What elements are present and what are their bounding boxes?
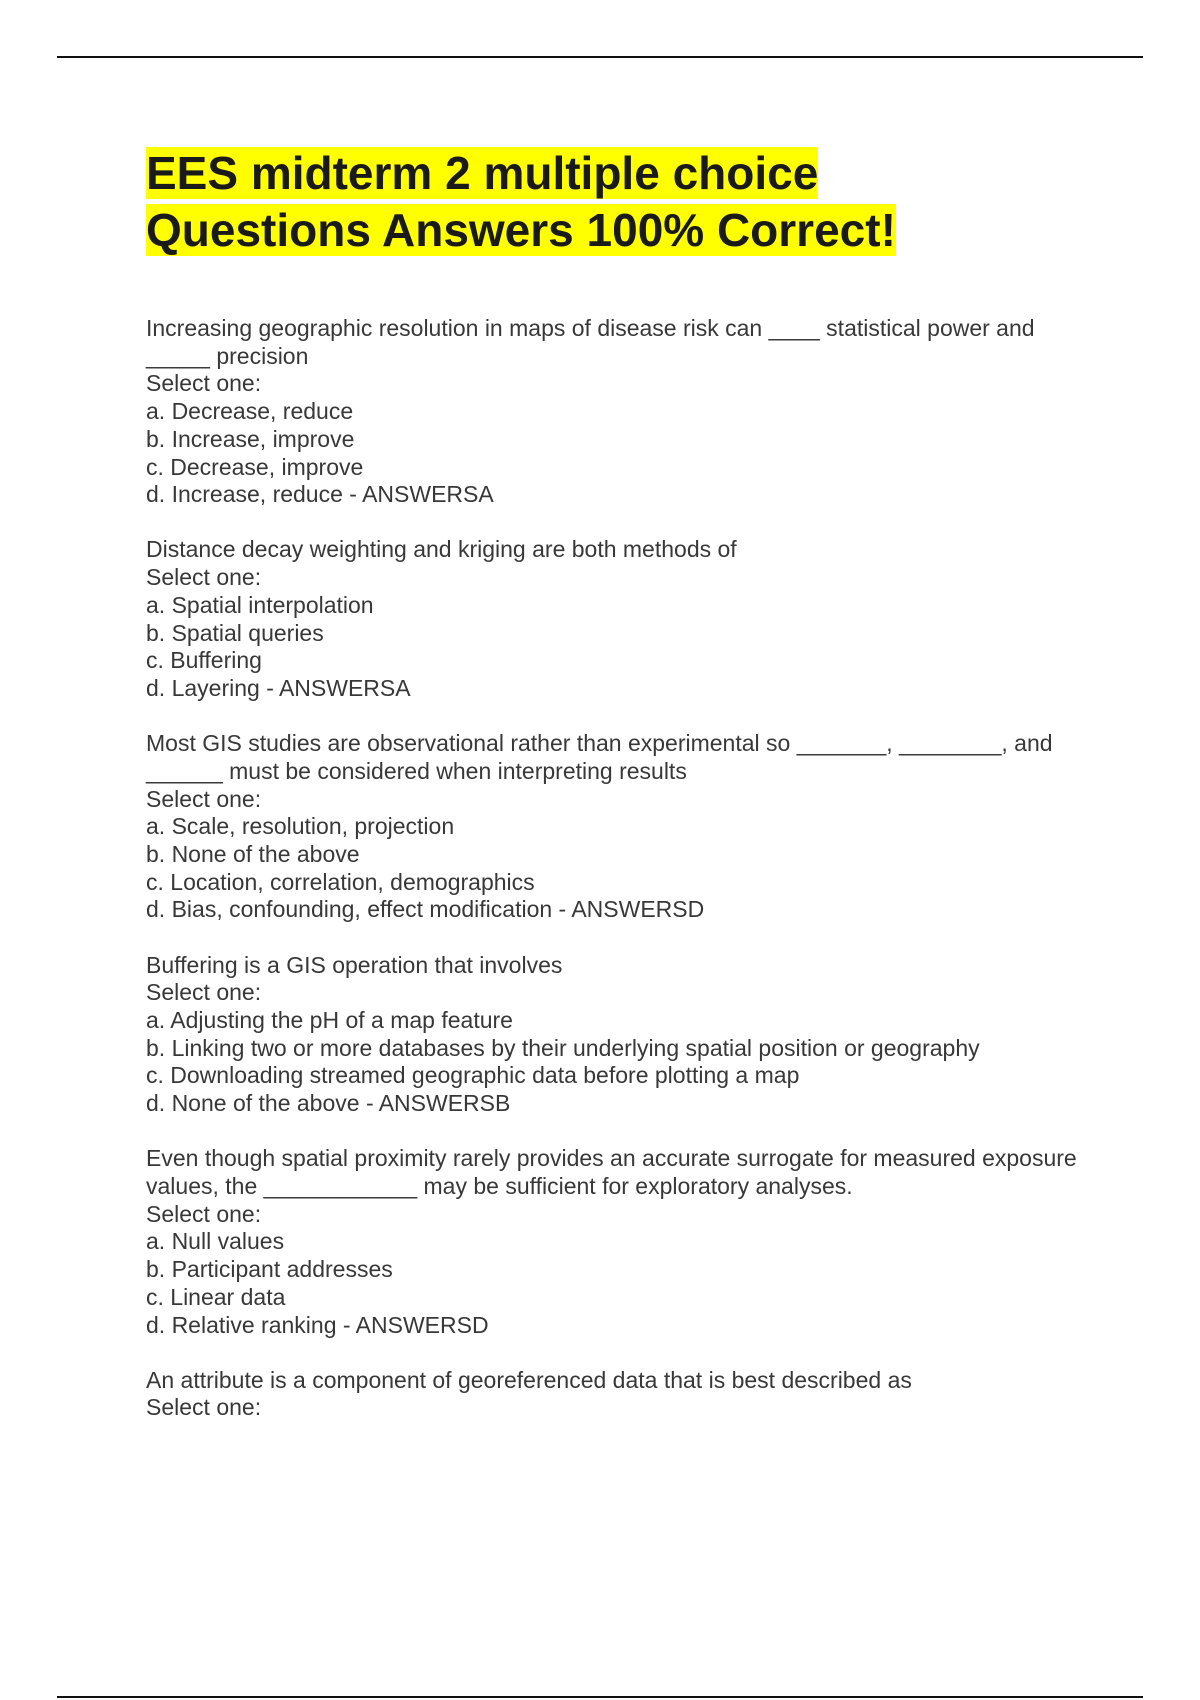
- title-line-1: EES midterm 2 multiple choice: [146, 147, 819, 199]
- option-a: a. Scale, resolution, projection: [146, 813, 455, 840]
- question-text: An attribute is a component of georeferenced data that is best described as: [146, 1366, 912, 1393]
- option-d: d. Layering - ANSWERSA: [146, 674, 411, 701]
- option-d: d. Increase, reduce - ANSWERSA: [146, 481, 494, 508]
- option-c: c. Decrease, improve: [146, 453, 364, 480]
- option-c: c. Linear data: [146, 1283, 286, 1310]
- option-d: d. Bias, confounding, effect modification - ANSWERSD: [146, 896, 705, 923]
- question-text: Increasing geographic resolution in maps of disease risk can ____ statistical power and _____ precision: [146, 315, 1035, 369]
- question-1: [146, 315, 1091, 509]
- question-text: Even though spatial proximity rarely provides an accurate surrogate for measured exposure values, the ____________ may be sufficient for exploratory analyses.: [146, 1145, 1077, 1199]
- select-one-label: Select one:: [146, 785, 262, 812]
- select-one-label: Select one:: [146, 979, 262, 1006]
- question-3: [146, 730, 1091, 924]
- option-b: b. None of the above: [146, 840, 360, 867]
- option-d: d. None of the above - ANSWERSB: [146, 1090, 511, 1117]
- option-b: b. Spatial queries: [146, 619, 324, 646]
- option-a: a. Decrease, reduce: [146, 398, 354, 425]
- option-a: a. Adjusting the pH of a map feature: [146, 1006, 513, 1033]
- top-rule: [57, 56, 1143, 58]
- bottom-rule: [57, 1696, 1143, 1698]
- option-c: c. Downloading streamed geographic data before plotting a map: [146, 1062, 800, 1089]
- question-list: [146, 315, 1091, 1422]
- question-4: [146, 952, 1091, 1118]
- question-text: Distance decay weighting and kriging are both methods of: [146, 536, 737, 563]
- option-b: b. Increase, improve: [146, 425, 355, 452]
- question-5: [146, 1145, 1091, 1339]
- question-text: Buffering is a GIS operation that involves: [146, 951, 563, 978]
- select-one-label: Select one:: [146, 1200, 262, 1227]
- title-line-2: Questions Answers 100% Correct!: [146, 204, 896, 256]
- question-text: Most GIS studies are observational rather than experimental so _______, ________, and ______ must be considered when interpreting results: [146, 730, 1053, 784]
- option-a: a. Spatial interpolation: [146, 591, 374, 618]
- option-a: a. Null values: [146, 1228, 285, 1255]
- option-c: c. Location, correlation, demographics: [146, 868, 535, 895]
- option-b: b. Linking two or more databases by their underlying spatial position or geography: [146, 1034, 980, 1061]
- document-body: [146, 145, 1091, 1450]
- option-c: c. Buffering: [146, 647, 262, 674]
- document-title: [146, 145, 1091, 259]
- question-6: [146, 1367, 1091, 1422]
- select-one-label: Select one:: [146, 564, 262, 591]
- option-d: d. Relative ranking - ANSWERSD: [146, 1311, 489, 1338]
- select-one-label: Select one:: [146, 1394, 262, 1421]
- option-b: b. Participant addresses: [146, 1256, 393, 1283]
- question-2: [146, 536, 1091, 702]
- select-one-label: Select one:: [146, 370, 262, 397]
